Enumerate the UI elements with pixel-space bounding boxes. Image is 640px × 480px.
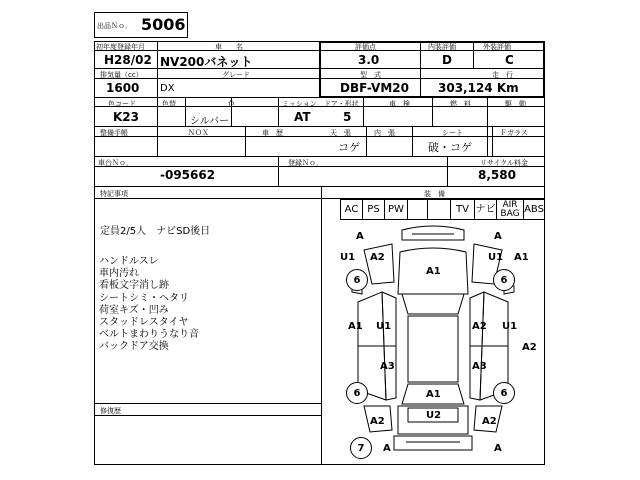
remark-item: 車内汚れ bbox=[99, 268, 139, 280]
value-roof: コゲ bbox=[338, 141, 360, 154]
header-exterior: 外装評価 bbox=[483, 43, 511, 51]
car-diagram bbox=[322, 222, 544, 464]
remark-item: シートシミ・ヘタリ bbox=[99, 292, 189, 304]
header-interior-trim: 内 張 bbox=[374, 129, 395, 137]
header-seat: シート bbox=[442, 129, 463, 137]
header-recycle: リサイクル料金 bbox=[480, 159, 529, 167]
value-seat: 破・コゲ bbox=[428, 141, 472, 154]
header-roof: 天 張 bbox=[330, 129, 351, 137]
header-interior: 内装評価 bbox=[428, 43, 456, 51]
value-mileage: 303,124 Km bbox=[438, 81, 519, 95]
header-car-name: 車 名 bbox=[215, 43, 243, 51]
header-score: 評価点 bbox=[355, 43, 376, 51]
remark-item: 荷室キズ・凹み bbox=[99, 304, 169, 316]
mark-a3-right-rear: A3 bbox=[472, 361, 487, 372]
value-reg-year: H28/02 bbox=[104, 53, 152, 67]
tire-rear-left: 6 bbox=[346, 382, 368, 404]
mark-a2-rear-left: A2 bbox=[370, 416, 385, 427]
header-mileage: 走 行 bbox=[492, 71, 513, 79]
header-color: 色 bbox=[228, 100, 235, 108]
value-color-code: K23 bbox=[113, 110, 139, 124]
lot-number: 5006 bbox=[141, 15, 186, 34]
equip-pw: PW bbox=[385, 200, 408, 219]
mark-a1-hood: A1 bbox=[426, 266, 441, 277]
equip-ps: PS bbox=[363, 200, 385, 219]
header-color-code: 色コード bbox=[108, 100, 136, 108]
tire-rear-right: 6 bbox=[493, 382, 515, 404]
header-repair: 修復歴 bbox=[100, 407, 121, 415]
mark-a2-right-door: A2 bbox=[472, 321, 487, 332]
remark-item: ベルトまわりうなり音 bbox=[99, 329, 199, 341]
lot-label: 出品Ｎｏ． bbox=[97, 22, 132, 30]
lot-box bbox=[94, 12, 188, 38]
equipment-row bbox=[340, 199, 545, 220]
tire-front-right: 6 bbox=[493, 269, 515, 291]
remarks-list bbox=[99, 256, 199, 354]
mark-a3-left-rear: A3 bbox=[380, 361, 395, 372]
mark-a1-front-right: A1 bbox=[514, 252, 529, 263]
header-history: 車 歴 bbox=[262, 129, 283, 137]
remark-item: ハンドルスレ bbox=[99, 256, 159, 267]
front-bumper-shape bbox=[402, 226, 464, 240]
header-model: 型 式 bbox=[360, 71, 381, 79]
value-chassis: -095662 bbox=[160, 168, 216, 182]
header-displacement: 排気量（cc） bbox=[100, 71, 143, 79]
mark-a2-front-left: A2 bbox=[370, 252, 385, 263]
equip-navi: ナビ bbox=[475, 200, 497, 219]
header-color-no: 色替 bbox=[162, 100, 176, 108]
header-drive: 駆 動 bbox=[505, 100, 526, 108]
header-glass: Ｆガラス bbox=[500, 129, 528, 137]
header-inspection: 車 検 bbox=[389, 100, 410, 108]
value-mission: AT bbox=[294, 110, 311, 124]
remark-item: 看板文字消し跡 bbox=[99, 280, 169, 292]
header-maintenance: 整備手帳 bbox=[100, 129, 128, 137]
value-color: シルバー bbox=[190, 116, 230, 127]
value-displacement: 1600 bbox=[106, 81, 140, 95]
value-grade: DX bbox=[160, 83, 175, 94]
equip-airbag: AIR BAG bbox=[497, 200, 524, 219]
value-recycle: 8,580 bbox=[478, 168, 516, 182]
equip-ac: AC bbox=[341, 200, 363, 219]
tire-spare: 7 bbox=[350, 437, 372, 459]
mark-a-top-right: A bbox=[494, 231, 502, 242]
equip-blank-1 bbox=[408, 200, 428, 219]
mark-u2-back-door: U2 bbox=[426, 410, 442, 421]
mark-u1-left-door: U1 bbox=[376, 321, 392, 332]
value-interior: D bbox=[442, 53, 452, 67]
mark-a1-rear: A1 bbox=[426, 389, 441, 400]
mark-u1-front-left: U1 bbox=[340, 252, 356, 263]
value-model: DBF-VM20 bbox=[340, 81, 409, 95]
value-score: 3.0 bbox=[358, 53, 380, 67]
header-nox: ＮＯＸ bbox=[188, 129, 209, 137]
header-notes: 特記事項 bbox=[100, 190, 128, 198]
mark-a1-left-side: A1 bbox=[348, 321, 363, 332]
header-reg-no: 登録Ｎｏ． bbox=[288, 159, 323, 167]
header-fuel: 燃 料 bbox=[450, 100, 471, 108]
mark-u1-front-right: U1 bbox=[488, 252, 504, 263]
header-chassis: 車台Ｎｏ． bbox=[98, 159, 133, 167]
mark-a2-right-rear: A2 bbox=[522, 342, 537, 353]
header-mission: ミッション bbox=[282, 100, 317, 108]
value-doors: 5 bbox=[343, 110, 352, 124]
equip-abs: ABS bbox=[524, 204, 544, 215]
equip-tv: TV bbox=[451, 200, 475, 219]
mark-a2-rear-right: A2 bbox=[482, 416, 497, 427]
header-equipment: 装 備 bbox=[424, 190, 445, 198]
mark-a-top-left: A bbox=[356, 231, 364, 242]
notes-line: 定員2/5人 ナビSD後日 bbox=[100, 226, 211, 237]
header-reg-year: 初年度登録年月 bbox=[96, 43, 145, 51]
header-grade: グレード bbox=[222, 71, 250, 79]
equip-blank-2 bbox=[428, 200, 451, 219]
mark-a-bottom-right: A bbox=[494, 443, 502, 454]
value-exterior: C bbox=[505, 53, 514, 67]
remark-item: スタッドレスタイヤ bbox=[99, 317, 189, 329]
mark-u1-right-side: U1 bbox=[502, 321, 518, 332]
header-doors: ドア・形状 bbox=[324, 100, 359, 108]
mark-a-bottom-left: A bbox=[383, 443, 391, 454]
tire-front-left: 6 bbox=[346, 269, 368, 291]
value-car-name: NV200バネット bbox=[160, 55, 253, 69]
remark-item: バックドア交換 bbox=[99, 341, 169, 353]
